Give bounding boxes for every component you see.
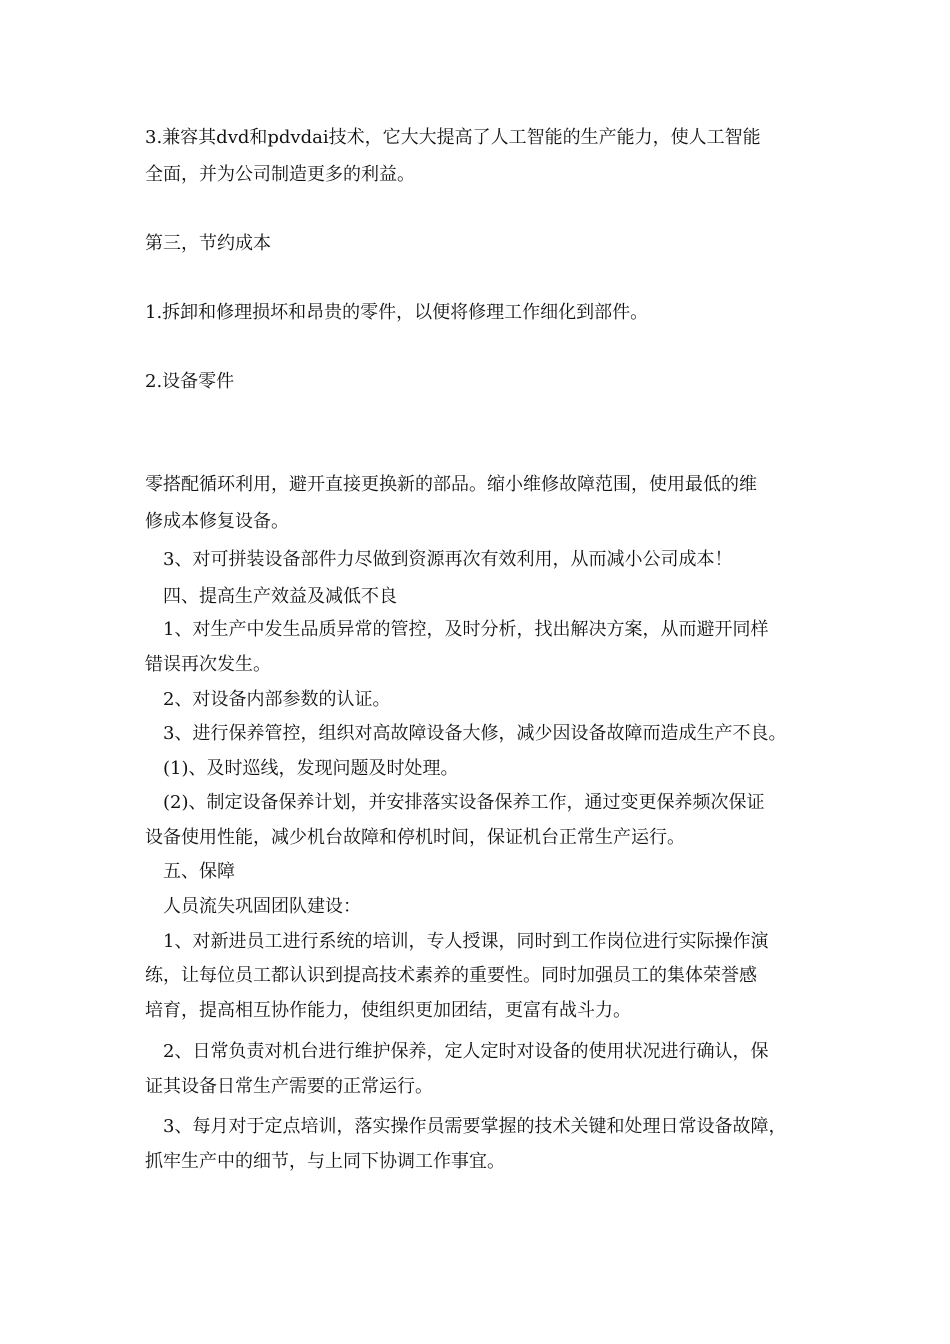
paragraph-line: 2、对设备内部参数的认证。 [145,689,391,710]
paragraph-line: (2)、制定设备保养计划，并安排落实设备保养工作，通过变更保养频次保证 [145,792,765,813]
paragraph-line: 2.设备零件 [145,371,235,392]
section-heading: 五、保障 [145,861,235,882]
paragraph-line: 1、对生产中发生品质异常的管控，及时分析，找出解决方案，从而避开同样 [145,619,769,640]
paragraph-line: 零搭配循环利用，避开直接更换新的部品。缩小维修故障范围，使用最低的维 [145,474,757,495]
section-heading: 四、提高生产效益及减低不良 [145,586,397,607]
paragraph-line: 修成本修复设备。 [145,511,289,532]
paragraph-line: 2、日常负责对机台进行维护保养，定人定时对设备的使用状况进行确认，保 [145,1041,769,1062]
paragraph-line: 练，让每位员工都认识到提高技术素养的重要性。同时加强员工的集体荣誉感 [145,965,757,986]
paragraph-line: 人员流失巩固团队建设： [145,896,361,917]
paragraph-line: (1)、及时巡线，发现问题及时处理。 [145,758,459,779]
paragraph-line: 设备使用性能，减少机台故障和停机时间，保证机台正常生产运行。 [145,827,685,848]
paragraph-line: 1、对新进员工进行系统的培训，专人授课，同时到工作岗位进行实际操作演 [145,931,769,952]
paragraph-line: 培育，提高相互协作能力，使组织更加团结，更富有战斗力。 [145,1000,631,1021]
section-heading: 第三，节约成本 [145,233,271,254]
paragraph-line: 3.兼容其dvd和pdvdai技术，它大大提高了人工智能的生产能力，使人工智能 [145,127,761,148]
paragraph-line: 抓牢生产中的细节，与上同下协调工作事宜。 [145,1151,505,1172]
paragraph-line: 3、对可拼装设备部件力尽做到资源再次有效利用，从而减小公司成本！ [145,549,733,570]
paragraph-line: 错误再次发生。 [145,654,271,675]
paragraph-line: 证其设备日常生产需要的正常运行。 [145,1076,433,1097]
paragraph-line: 全面，并为公司制造更多的利益。 [145,164,415,185]
paragraph-line: 1.拆卸和修理损坏和昂贵的零件，以便将修理工作细化到部件。 [145,302,649,323]
paragraph-line: 3、每月对于定点培训，落实操作员需要掌握的技术关键和处理日常设备故障， [145,1116,787,1137]
paragraph-line: 3、进行保养管控，组织对高故障设备大修，减少因设备故障而造成生产不良。 [145,723,787,744]
